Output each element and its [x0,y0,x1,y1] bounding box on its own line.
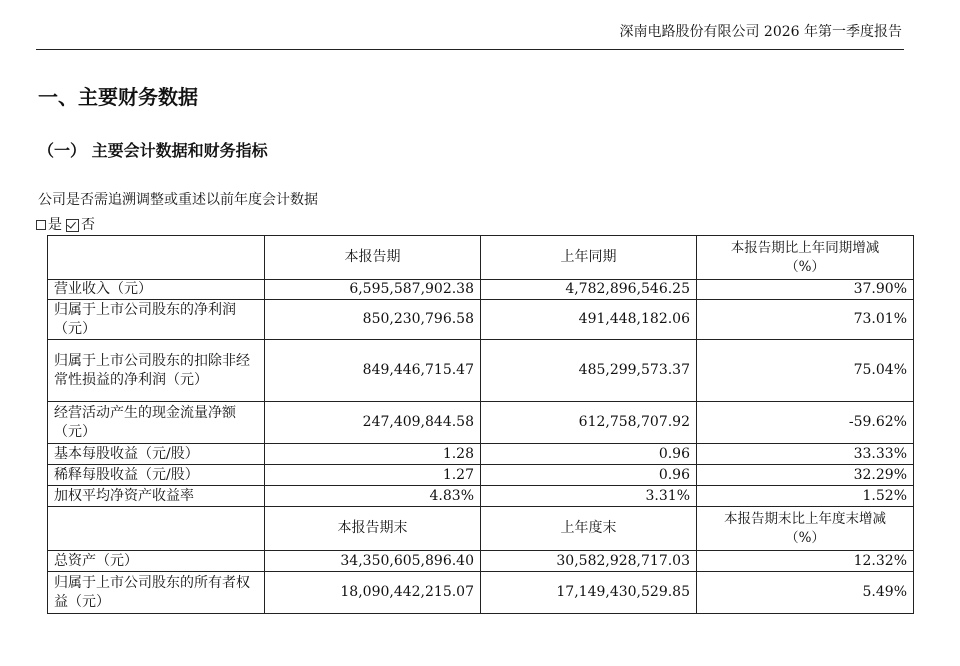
row-label: 归属于上市公司股东的所有者权益（元） [48,572,265,614]
subsection-title: （一） 主要会计数据和财务指标 [38,141,268,160]
prior-value: 612,758,707.92 [481,402,697,444]
change-value: 75.04% [697,340,914,402]
running-header: 深南电路股份有限公司 2026 年第一季度报告 [619,24,902,40]
prior-value: 491,448,182.06 [481,300,697,340]
table-header-row [48,507,914,551]
row-label: 经营活动产生的现金流量净额（元） [48,402,265,444]
current-value: 1.28 [265,444,481,465]
row-label: 归属于上市公司股东的净利润（元） [48,300,265,340]
yes-checkbox[interactable] [36,220,46,230]
row-label: 基本每股收益（元/股） [48,444,265,465]
table-row [48,300,914,340]
column-header-change [697,507,914,551]
column-header-current-period: 本报告期 [265,236,481,280]
row-label: 营业收入（元） [48,280,265,300]
table-header-row [48,236,914,280]
prior-value: 30,582,928,717.03 [481,551,697,572]
no-checkbox-checked[interactable] [66,219,79,232]
current-value: 850,230,796.58 [265,300,481,340]
financial-data-table [47,235,914,614]
prior-value: 17,149,430,529.85 [481,572,697,614]
change-value: 12.32% [697,551,914,572]
row-label: 稀释每股收益（元/股） [48,465,265,486]
column-header-change [697,236,914,280]
header-blank-cell [48,236,265,280]
restatement-options [36,216,95,234]
table-row [48,340,914,402]
change-value: -59.62% [697,402,914,444]
table-row [48,551,914,572]
change-value: 32.29% [697,465,914,486]
prior-value: 0.96 [481,444,697,465]
table-row [48,465,914,486]
current-value: 849,446,715.47 [265,340,481,402]
change-value: 33.33% [697,444,914,465]
table-row [48,402,914,444]
change-value: 1.52% [697,486,914,507]
no-option-label: 否 [81,217,95,233]
prior-value: 485,299,573.37 [481,340,697,402]
table-row [48,486,914,507]
header-blank-cell [48,507,265,551]
change-value: 73.01% [697,300,914,340]
table-row [48,572,914,614]
column-header-prior-year-end: 上年度末 [481,507,697,551]
current-value: 34,350,605,896.40 [265,551,481,572]
row-label: 总资产（元） [48,551,265,572]
row-label: 加权平均净资产收益率 [48,486,265,507]
section-title: 一、主要财务数据 [38,85,198,109]
column-header-period-end: 本报告期末 [265,507,481,551]
table-row [48,444,914,465]
row-label: 归属于上市公司股东的扣除非经常性损益的净利润（元） [48,340,265,402]
column-header-change-line2: （%） [785,529,825,546]
column-header-change-line1: 本报告期末比上年度末增减 [724,510,886,527]
yes-option-label: 是 [48,217,62,233]
current-value: 18,090,442,215.07 [265,572,481,614]
restatement-question: 公司是否需追溯调整或重述以前年度会计数据 [38,192,318,208]
header-divider [36,49,904,50]
prior-value: 0.96 [481,465,697,486]
column-header-change-line1: 本报告期比上年同期增减 [730,239,880,256]
change-value: 37.90% [697,280,914,300]
current-value: 6,595,587,902.38 [265,280,481,300]
current-value: 4.83% [265,486,481,507]
current-value: 1.27 [265,465,481,486]
column-header-change-line2: （%） [785,258,825,275]
column-header-prior-period: 上年同期 [481,236,697,280]
prior-value: 4,782,896,546.25 [481,280,697,300]
change-value: 5.49% [697,572,914,614]
current-value: 247,409,844.58 [265,402,481,444]
table-row [48,280,914,300]
prior-value: 3.31% [481,486,697,507]
